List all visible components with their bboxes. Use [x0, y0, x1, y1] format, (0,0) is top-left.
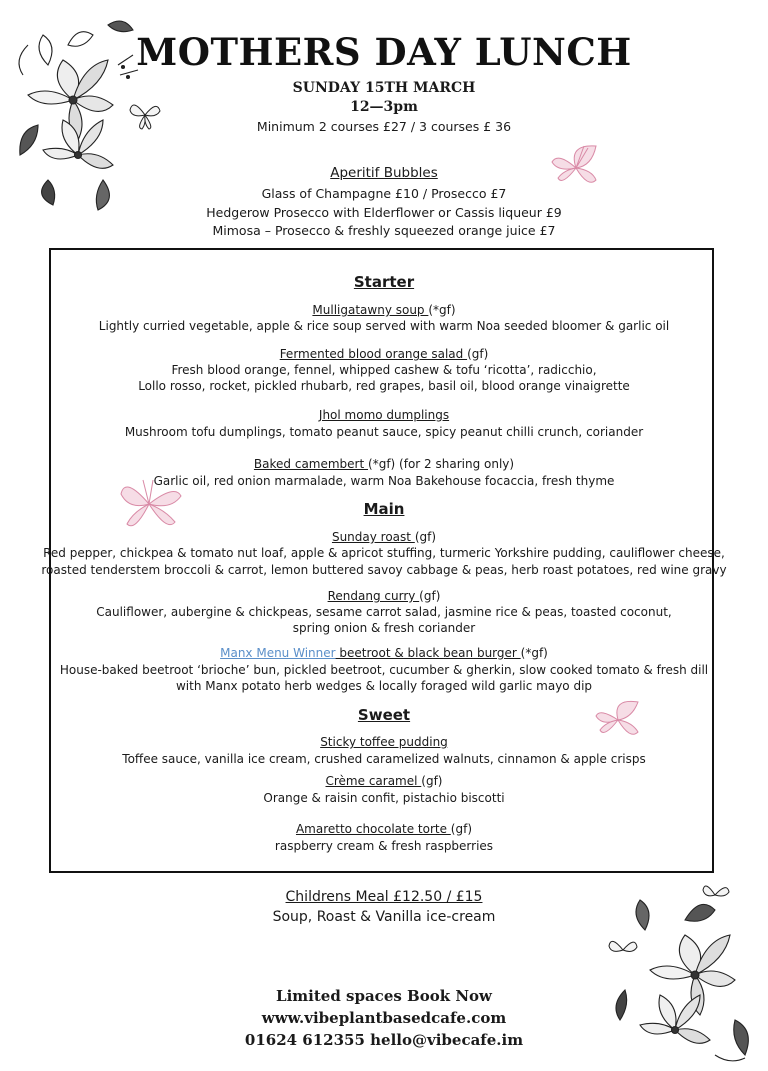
childrens-meal-description: Soup, Roast & Vanilla ice-cream [272, 909, 496, 925]
event-date: SUNDAY 15TH MARCH [292, 80, 476, 96]
contact-details[interactable]: 01624 612355 hello@vibecafe.im [244, 1031, 524, 1049]
aperitif-line: Hedgerow Prosecco with Elderflower or Cassis liqueur £9 [206, 205, 562, 220]
event-time: 12—3pm [350, 99, 418, 115]
dish-title: Fermented blood orange salad (gf) [279, 347, 489, 361]
dish-description: Cauliflower, aubergine & chickpeas, sesame carrot salad, jasmine rice & peas, toasted coconut, [96, 605, 672, 619]
aperitif-line: Glass of Champagne £10 / Prosecco £7 [261, 186, 507, 201]
pricing-text: Minimum 2 courses £27 / 3 courses £ 36 [256, 119, 512, 134]
dish-description: roasted tenderstem broccoli & carrot, lemon buttered savoy cabbage & peas, herb roast potatoes, red wine gravy [41, 563, 727, 577]
dish-title: Amaretto chocolate torte (gf) [295, 822, 473, 836]
aperitif-heading: Aperitif Bubbles [330, 165, 438, 181]
booking-call-to-action: Limited spaces Book Now [276, 987, 492, 1005]
dish-description: House-baked beetroot ‘brioche’ bun, pickled beetroot, cucumber & gherkin, slow cooked tomato & fresh dill [59, 663, 709, 677]
dish-description: Toffee sauce, vanilla ice cream, crushed caramelized walnuts, cinnamon & apple crisps [122, 752, 646, 766]
website-link[interactable]: www.vibeplantbasedcafe.com [261, 1009, 507, 1027]
dish-description: Mushroom tofu dumplings, tomato peanut sauce, spicy peanut chilli crunch, coriander [124, 425, 644, 439]
page-title: MOTHERS DAY LUNCH [136, 30, 632, 74]
dish-description: Lightly curried vegetable, apple & rice soup served with warm Noa seeded bloomer & garlic oil [98, 319, 670, 333]
dish-description: with Manx potato herb wedges & locally foraged wild garlic mayo dip [175, 679, 593, 693]
dish-title: Baked camembert (*gf) (for 2 sharing only) [253, 457, 515, 471]
childrens-meal-heading: Childrens Meal £12.50 / £15 [285, 889, 483, 905]
dish-description: Garlic oil, red onion marmalade, warm Noa Bakehouse focaccia, fresh thyme [153, 474, 615, 488]
dish-title: Jhol momo dumplings [318, 408, 450, 422]
sweet-heading: Sweet [357, 706, 411, 724]
dish-title: Crème caramel (gf) [325, 774, 443, 788]
dish-description: Orange & raisin confit, pistachio biscotti [263, 791, 505, 805]
dish-title: Manx Menu Winner beetroot & black bean burger (*gf) [220, 646, 548, 660]
dish-description: raspberry cream & fresh raspberries [274, 839, 494, 853]
dish-title: Sticky toffee pudding [320, 735, 448, 749]
dish-description: Lollo rosso, rocket, pickled rhubarb, red grapes, basil oil, blood orange vinaigrette [138, 379, 630, 393]
dish-description: Red pepper, chickpea & tomato nut loaf, apple & apricot stuffing, turmeric Yorkshire pudding, cauliflower cheese, [43, 546, 725, 560]
starter-heading: Starter [353, 273, 415, 291]
dish-description: Fresh blood orange, fennel, whipped cashew & tofu ‘ricotta’, radicchio, [171, 363, 597, 377]
flower-bouquet-bottom-right-icon [605, 880, 760, 1068]
dish-title: Mulligatawny soup (*gf) [312, 303, 456, 317]
main-heading: Main [363, 500, 405, 518]
manx-menu-winner-link[interactable]: Manx Menu Winner [220, 646, 336, 660]
dish-description: spring onion & fresh coriander [292, 621, 476, 635]
dish-title: Rendang curry (gf) [327, 589, 441, 603]
dish-title: Sunday roast (gf) [331, 530, 437, 544]
aperitif-line: Mimosa – Prosecco & freshly squeezed orange juice £7 [212, 223, 556, 238]
